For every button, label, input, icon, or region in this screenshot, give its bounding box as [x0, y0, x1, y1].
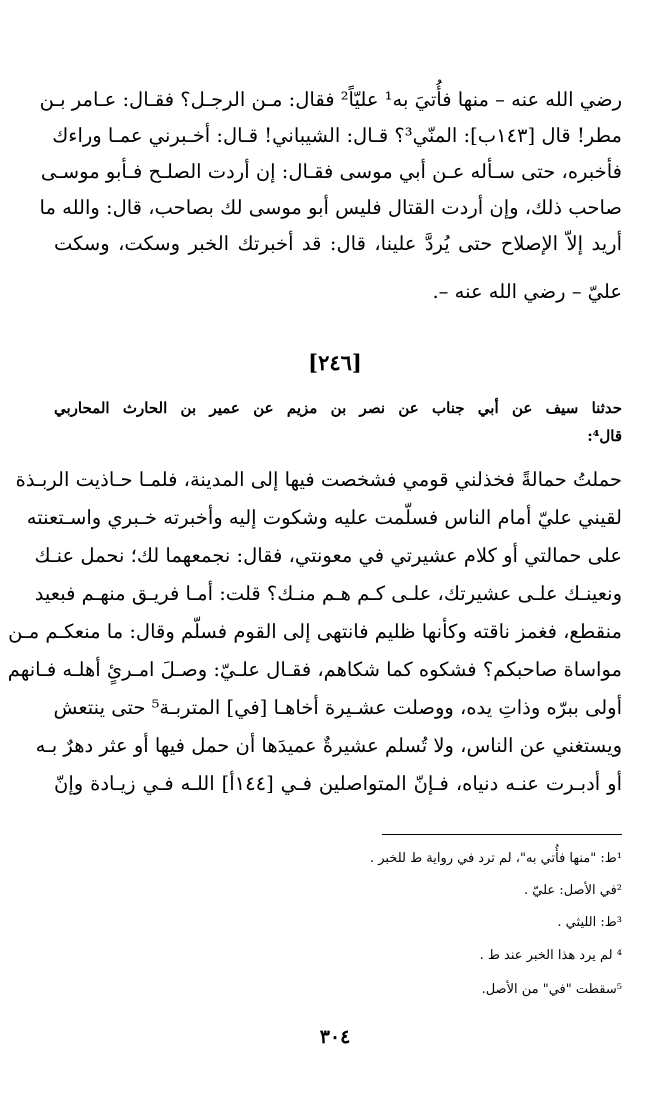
footnote: ⁴ لم يرد هذا الخبر عند ط . [479, 948, 622, 963]
text-line: ويستغني عن الناس، ولا تُسلم عشيرةٌ عميدَها أن حمل فيها أو عثر دهرٌ بـه [35, 734, 622, 757]
text-line: حملتُ حمالةً فخذلني قومي فشخصت فيها إلى المدينة، فلمـا حـاذيت الربـذة [15, 468, 622, 491]
text-line: مطر! قال [١٤٣ب]: المنّي³؟ قـال: الشيباني! قـال: أخـبرني عمـا وراءك [52, 124, 622, 147]
isnad-line: حدثنا سيف عن أبي جناب عن نصر بن مزيم عن عمير بن الحارث المحاربي [54, 399, 622, 417]
text-line: صاحب ذلك، وإن أردت القتال فليس أبو موسى لك بصاحب، قال: والله ما [39, 196, 622, 219]
section-number-heading: [٢٤٦] [308, 350, 362, 375]
text-line: أولى ببرّه وذاتِ يده، ووصلت عشـيرة أخاهـا [في] المتربـة⁵ حتى ينتعش [53, 696, 622, 719]
page-number: ٣٠٤ [319, 1026, 351, 1048]
footnote: ³ط: الليثي . [557, 915, 622, 930]
text-line: رضي الله عنه – منها فأُتيَ به¹ عليّاً² فقال: مـن الرجـل؟ فقـال: عـامر بـن [39, 88, 622, 111]
footnote-separator [382, 834, 622, 835]
text-line: مواساة صاحبكم؟ فشكوه كما شكاهم، فقـال علـيّ: وصـلَ امـرئٍ أهلـه فـانهم [7, 658, 622, 681]
text-line: أريد إلاّ الإصلاح حتى يُردَّ علينا، قال: قد أخبرتك الخبر وسكت، وسكت [54, 232, 622, 255]
text-line: ونعينـك علـى عشيرتك، علـى كـم هـم منـك؟ قلت: أمـا فريـق منهـم فبعيد [34, 582, 622, 605]
text-line: فأخبره، حتى سـأله عـن أبي موسى فقـال: إن أردت الصلـح فـأبو موسـى [40, 160, 622, 183]
text-line: عليّ – رضي الله عنه –. [432, 280, 622, 303]
text-line: لقيني عليّ أمام الناس فسلّمت عليه وشكوت إليه وأخبرته خـبري واسـتعنته [26, 506, 622, 529]
footnote: ¹ط: "منها فأُتي به"، لم ترد في رواية ط للخبر . [369, 851, 622, 866]
text-line: منقطع، فغمز ناقته وكأنها ظليم فانتهى إلى القوم فسلّم وقال: ما منعكـم مـن [8, 620, 622, 643]
footnote: ⁵سقطت "في" من الأصل. [481, 982, 622, 997]
footnote: ²في الأصل: عليّ . [524, 883, 622, 898]
isnad-line: قال⁴: [587, 427, 622, 445]
text-line: أو أدبـرت عنـه دنياه، فـإنّ المتواصلين فـي [١٤٤أ] اللـه فـي زيـادة وإنّ [54, 772, 622, 795]
text-line: على حمالتي أو كلام عشيرتي في معونتي، فقال: نجمعهما لك؛ نحمل عنـك [34, 544, 622, 567]
